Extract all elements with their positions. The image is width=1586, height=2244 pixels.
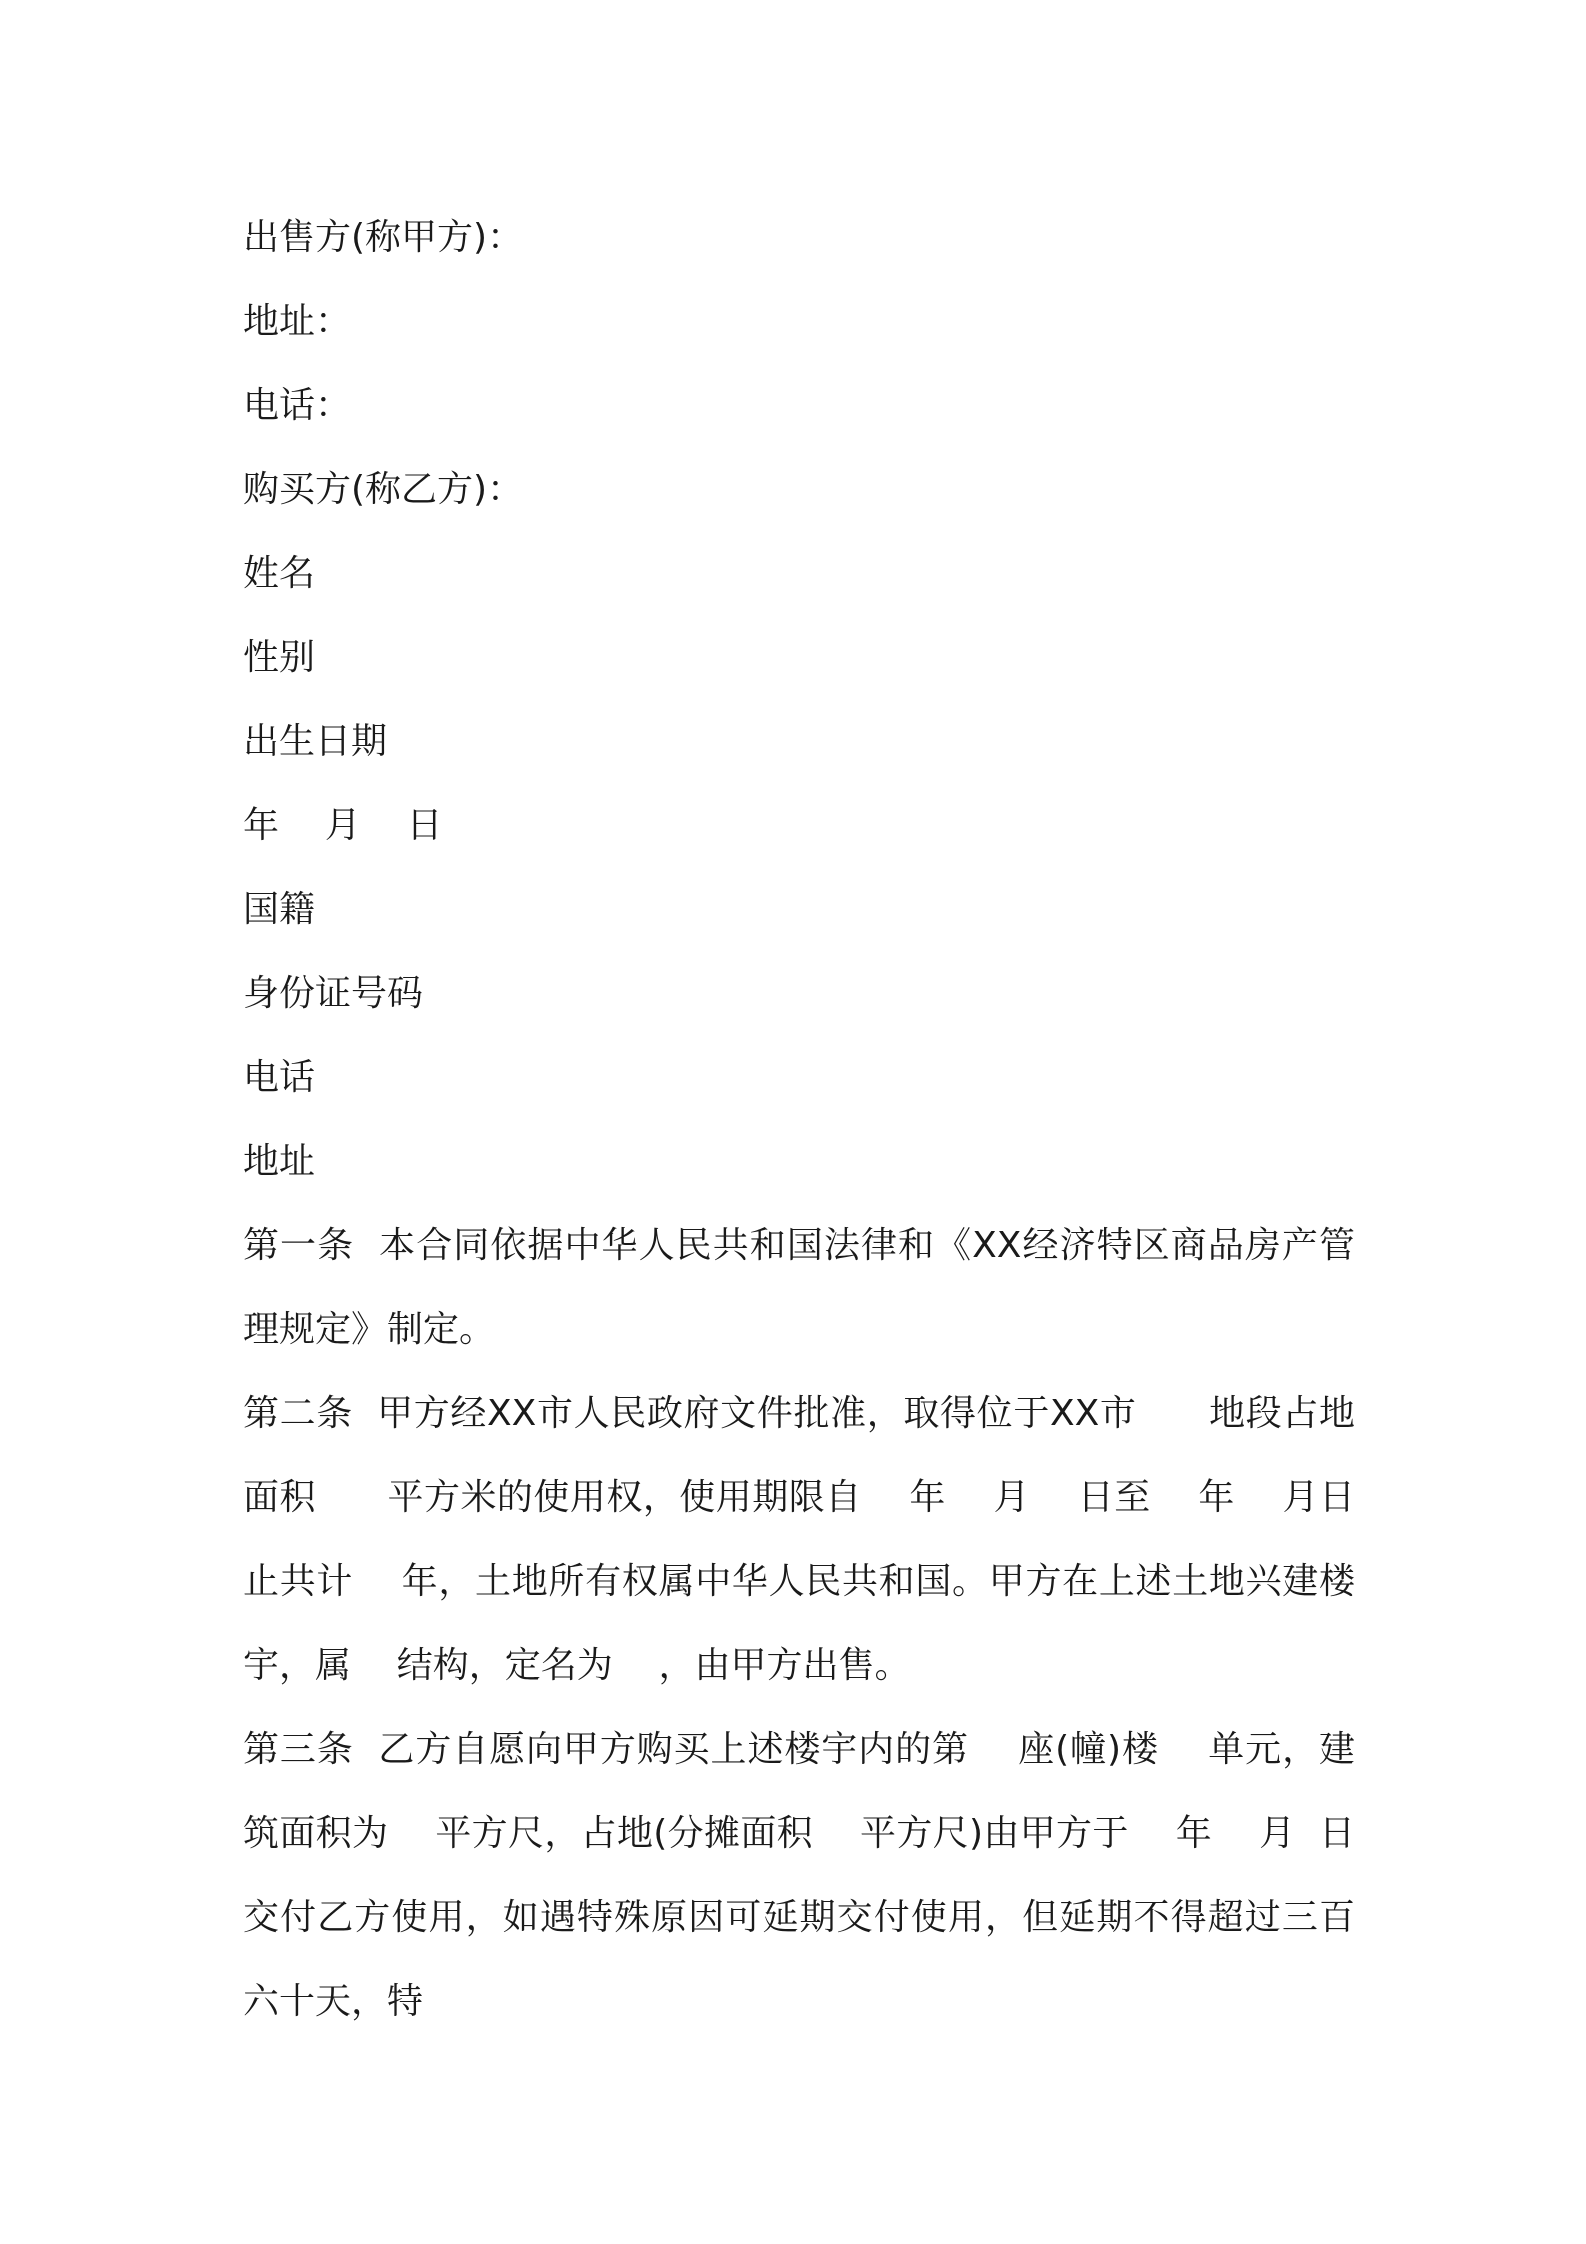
buyer-nationality-label: 国籍 [243,889,316,930]
buyer-birth-label: 出生日期 [243,721,388,762]
buyer-name-label: 姓名 [243,553,316,594]
contract-body [243,196,1355,2044]
buyer-label: 购买方(称乙方)： [243,469,524,510]
article-2: 第二条 甲方经XX市人民政府文件批准，取得位于XX市 地段占地面积 平方米的使用权，使用期限自 年 月 日至 年 月日止共计 年，土地所有权属中华人民共和国。甲方在上述土地兴建楼宇，属 结构，定名为 ，由甲方出售。 [243,1393,1355,1686]
seller-address-label: 地址： [243,301,352,342]
buyer-birth-date-line: 年 月 日 [243,805,443,846]
buyer-gender-label: 性别 [243,637,316,678]
buyer-phone-label: 电话 [243,1057,316,1098]
seller-label: 出售方(称甲方)： [243,217,524,258]
article-1: 第一条 本合同依据中华人民共和国法律和《XX经济特区商品房产管理规定》制定。 [243,1225,1355,1350]
article-3: 第三条 乙方自愿向甲方购买上述楼宇内的第 座(幢)楼 单元，建筑面积为 平方尺，占地(分摊面积 平方尺)由甲方于 年 月 日交付乙方使用，如遇特殊原因可延期交付使用，但延期不得超过三百六十天，特 [243,1729,1355,2022]
buyer-address-label: 地址 [243,1141,316,1182]
seller-phone-label: 电话： [243,385,352,426]
buyer-id-label: 身份证号码 [243,973,424,1014]
